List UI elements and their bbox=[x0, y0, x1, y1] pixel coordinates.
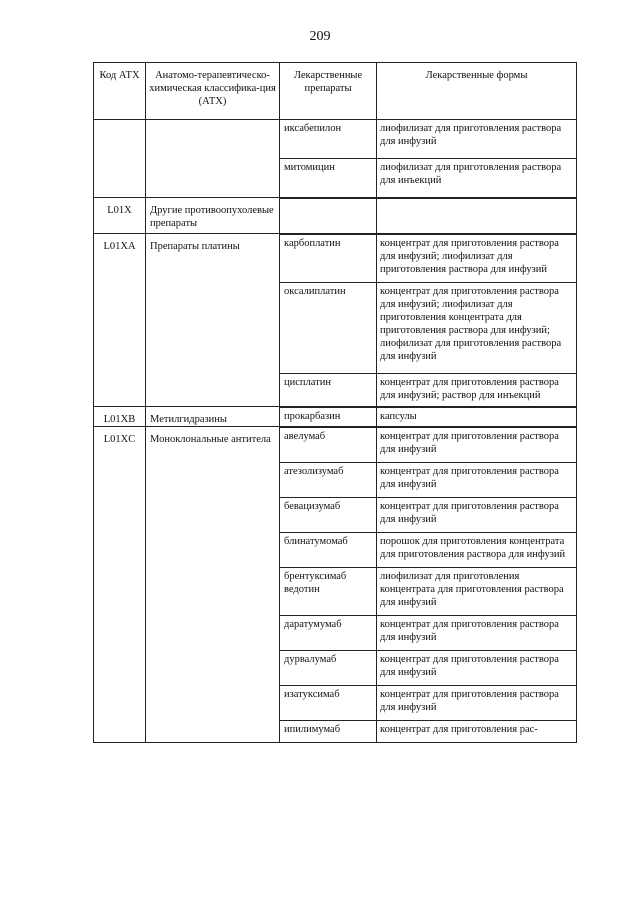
drug-name: брентуксимаб ведотин bbox=[280, 567, 376, 615]
form-column bbox=[377, 407, 577, 427]
drug-name: ипилимумаб bbox=[280, 720, 376, 742]
dosage-form: концентрат для приготовления раствора для инфузий; раствор для инъекций bbox=[377, 373, 576, 406]
drug-name: прокарбазин bbox=[280, 407, 376, 425]
atx-code: L01XA bbox=[94, 234, 146, 407]
dosage-form: концентрат для приготовления раствора для инфузий bbox=[377, 462, 576, 497]
dosage-form: концентрат для приготовления раствора для инфузий; лиофилизат для приготовления раствора для инфузий bbox=[377, 234, 576, 282]
dosage-form: лиофилизат для приготовления раствора для инъекций bbox=[377, 158, 576, 197]
dosage-form bbox=[377, 198, 576, 233]
form-column bbox=[377, 234, 577, 407]
drug-name: бевацизумаб bbox=[280, 497, 376, 532]
drug-name: иксабепилон bbox=[284, 123, 342, 134]
form-column bbox=[377, 120, 577, 198]
drug-name: изатуксимаб bbox=[280, 685, 376, 720]
drug-column bbox=[280, 198, 377, 234]
dosage-form: порошок для приготовления концентрата для приготовления раствора для инфузий bbox=[377, 532, 576, 567]
dosage-form: концентрат для приготовления раствора для инфузий; лиофилизат для приготовления концентрата для приготовления раствора для инфузий; лиофилизат для приготовления раствора для инфузий bbox=[377, 282, 576, 373]
drug-name: атезолизумаб bbox=[280, 462, 376, 497]
drug-name: оксалиплатин bbox=[280, 282, 376, 373]
drug-name: митомицин bbox=[280, 158, 376, 197]
form-column bbox=[377, 427, 577, 743]
table-row bbox=[94, 198, 577, 234]
dosage-form: концентрат для приготовления раствора для инфузий bbox=[377, 685, 576, 720]
atx-code: L01XB bbox=[94, 407, 146, 427]
table-row bbox=[94, 234, 577, 407]
form-column bbox=[377, 198, 577, 234]
drug-column bbox=[280, 407, 377, 427]
atx-classification bbox=[146, 120, 280, 198]
drug-name: карбоплатин bbox=[280, 234, 376, 282]
table-row bbox=[94, 427, 577, 743]
dosage-form: концентрат для приготовления рас- bbox=[377, 720, 576, 742]
drug-name: даратумумаб bbox=[280, 615, 376, 650]
table-header bbox=[94, 63, 577, 120]
atx-classification: Другие противоопухолевые препараты bbox=[146, 198, 280, 234]
atx-classification: Моноклональные антитела bbox=[146, 427, 280, 743]
table-body bbox=[94, 120, 577, 743]
drug-name: дурвалумаб bbox=[280, 650, 376, 685]
drug-column bbox=[280, 234, 377, 407]
table-row bbox=[94, 120, 577, 198]
dosage-form: концентрат для приготовления раствора для инфузий bbox=[377, 497, 576, 532]
atx-code bbox=[94, 120, 146, 198]
dosage-form: концентрат для приготовления раствора для инфузий bbox=[377, 650, 576, 685]
dosage-form: капсулы bbox=[377, 407, 576, 425]
atx-table bbox=[93, 62, 577, 743]
page-number: 209 bbox=[309, 29, 331, 44]
header-drugs: Лекарственные препараты bbox=[280, 63, 377, 120]
header-code: Код АТХ bbox=[94, 63, 146, 120]
atx-code: L01XC bbox=[94, 427, 146, 743]
drug-name bbox=[280, 198, 376, 233]
atx-code: L01X bbox=[94, 198, 146, 234]
table-row bbox=[94, 407, 577, 427]
dosage-form: концентрат для приготовления раствора для инфузий bbox=[377, 615, 576, 650]
drug-column bbox=[280, 120, 377, 198]
dosage-form: лиофилизат для приготовления раствора для инфузий bbox=[380, 123, 562, 147]
atx-classification: Препараты платины bbox=[146, 234, 280, 407]
header-classification: Анатомо-терапевтическо-химическая классифика-ция (АТХ) bbox=[146, 63, 280, 120]
drug-name: авелумаб bbox=[280, 427, 376, 462]
header-forms: Лекарственные формы bbox=[377, 63, 577, 120]
dosage-form: лиофилизат для приготовления концентрата для приготовления раствора для инфузий bbox=[377, 567, 576, 615]
drug-name: блинатумомаб bbox=[280, 532, 376, 567]
drug-name: цисплатин bbox=[280, 373, 376, 406]
dosage-form: концентрат для приготовления раствора для инфузий bbox=[377, 427, 576, 462]
atx-classification: Метилгидразины bbox=[146, 407, 280, 427]
drug-column bbox=[280, 427, 377, 743]
